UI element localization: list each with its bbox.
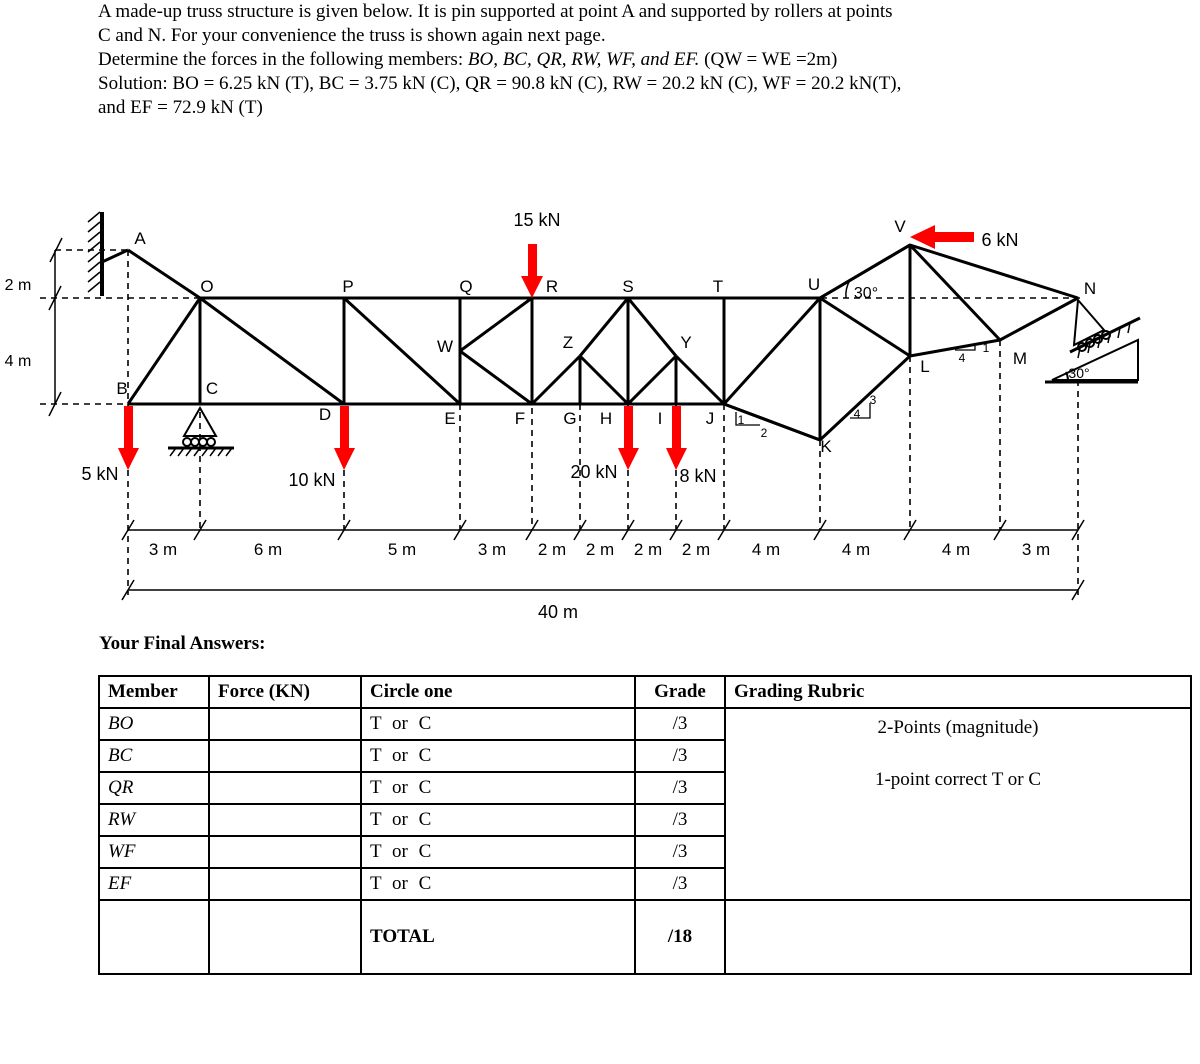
node-label-k: K (820, 437, 832, 456)
span-label: 2 m (585, 540, 615, 559)
node-label-h: H (599, 409, 613, 428)
intro-line-2: C and N. For your convenience the truss is shown again next page. (98, 25, 606, 46)
span-label: 4 m (941, 540, 971, 559)
grade-cell: /3 (635, 708, 725, 740)
member-cell: RW (99, 804, 209, 836)
angle-label-u: 30° (853, 285, 879, 302)
node-label-i: I (657, 409, 663, 428)
angle-label-n: 30° (1068, 365, 1090, 381)
span-label: 3 m (148, 540, 178, 559)
tension-compression-choice[interactable]: T or C (361, 740, 635, 772)
truss-members (102, 245, 1078, 440)
header-member: Member (99, 676, 209, 708)
member-cell: QR (99, 772, 209, 804)
member-cell: BO (99, 708, 209, 740)
pin-support-a (88, 212, 102, 296)
slope-run-label: 4 (958, 351, 966, 365)
total-force-cell (209, 900, 361, 974)
member-cell: BC (99, 740, 209, 772)
node-label-e: E (444, 409, 456, 428)
slope-rise-label: 3 (869, 393, 877, 407)
span-label: 4 m (841, 540, 871, 559)
force-input-cell[interactable] (209, 740, 361, 772)
load-label-b: 5 kN (81, 464, 119, 484)
node-label-q: Q (459, 277, 473, 296)
solution-line-2: and EF = 72.9 kN (T) (98, 97, 263, 118)
rubric-line: 2-Points (magnitude) (877, 717, 1039, 738)
intro-line-1: A made-up truss structure is given below. It is pin supported at point A and supported by rollers at points (98, 1, 893, 22)
tension-compression-choice[interactable]: T or C (361, 868, 635, 900)
answers-heading: Your Final Answers: (99, 633, 266, 654)
grade-cell: /3 (635, 772, 725, 804)
span-label: 3 m (477, 540, 507, 559)
member-cell: EF (99, 868, 209, 900)
rubric-line: 1-point correct T or C (874, 769, 1042, 790)
node-label-u: U (807, 275, 821, 294)
total-member-cell (99, 900, 209, 974)
node-label-z: Z (562, 333, 574, 352)
node-label-r: R (545, 277, 559, 296)
force-input-cell[interactable] (209, 804, 361, 836)
node-label-g: G (563, 409, 577, 428)
total-row (99, 900, 1191, 974)
node-label-n: N (1083, 279, 1097, 298)
force-input-cell[interactable] (209, 772, 361, 804)
node-label-d: D (318, 405, 332, 424)
node-label-c: C (205, 379, 219, 398)
node-label-y: Y (680, 333, 692, 352)
span-label: 6 m (253, 540, 283, 559)
node-label-b: B (116, 379, 128, 398)
header-grade: Grade (635, 676, 725, 708)
header-circle-one: Circle one (361, 676, 635, 708)
load-arrows (118, 225, 974, 470)
span-label: 4 m (751, 540, 781, 559)
slope-run-label: 4 (853, 407, 861, 421)
span-label: 2 m (537, 540, 567, 559)
force-input-cell[interactable] (209, 836, 361, 868)
node-label-j: J (705, 409, 715, 428)
answers-header-row (99, 676, 1191, 708)
slope-run-label: 2 (760, 426, 768, 440)
tension-compression-choice[interactable]: T or C (361, 708, 635, 740)
total-label: TOTAL (361, 900, 635, 974)
total-rubric-cell (725, 900, 1191, 974)
slope-rise-label: 1 (982, 341, 990, 355)
tension-compression-choice[interactable]: T or C (361, 836, 635, 868)
span-label: 2 m (633, 540, 663, 559)
task-prefix: Determine the forces in the following members: (98, 49, 468, 70)
solution-line-1: Solution: BO = 6.25 kN (T), BC = 3.75 kN (C), QR = 90.8 kN (C), RW = 20.2 kN (C), WF = 20.2 kN(T), (98, 73, 902, 94)
force-input-cell[interactable] (209, 708, 361, 740)
node-label-w: W (436, 337, 454, 356)
load-label-d: 10 kN (288, 470, 336, 490)
total-span-label: 40 m (537, 602, 579, 622)
grade-cell: /3 (635, 868, 725, 900)
tension-compression-choice[interactable]: T or C (361, 804, 635, 836)
answer-row (99, 708, 1191, 740)
member-cell: WF (99, 836, 209, 868)
grade-cell: /3 (635, 804, 725, 836)
span-label: 2 m (681, 540, 711, 559)
load-label-h: 20 kN (570, 462, 618, 482)
node-label-o: O (200, 277, 214, 296)
node-label-f: F (514, 409, 526, 428)
load-label-v: 6 kN (981, 230, 1019, 250)
roller-support-n (1045, 300, 1140, 382)
node-label-p: P (342, 277, 354, 296)
header-rubric: Grading Rubric (725, 676, 1191, 708)
node-label-l: L (920, 357, 930, 376)
node-label-t: T (712, 277, 724, 296)
grade-cell: /3 (635, 836, 725, 868)
span-label: 5 m (387, 540, 417, 559)
roller-support-c (168, 408, 234, 456)
tension-compression-choice[interactable]: T or C (361, 772, 635, 804)
task-members: BO, BC, QR, RW, WF, and EF. (467, 49, 700, 70)
load-label-i: 8 kN (679, 466, 717, 486)
span-label: 3 m (1021, 540, 1051, 559)
load-label-r: 15 kN (513, 210, 561, 230)
total-grade: /18 (635, 900, 725, 974)
force-input-cell[interactable] (209, 868, 361, 900)
node-label-v: V (894, 217, 906, 236)
header-force: Force (KN) (209, 676, 361, 708)
node-label-a: A (134, 229, 146, 248)
node-label-m: M (1012, 349, 1028, 368)
height-label-top: 2 m (4, 277, 32, 294)
answers-table (98, 675, 1192, 975)
grade-cell: /3 (635, 740, 725, 772)
grading-rubric (725, 708, 1191, 900)
slope-rise-label: 1 (737, 413, 745, 427)
task-note: (QW = WE =2m) (699, 49, 838, 70)
node-label-s: S (622, 277, 634, 296)
height-label-bottom: 4 m (4, 353, 32, 370)
